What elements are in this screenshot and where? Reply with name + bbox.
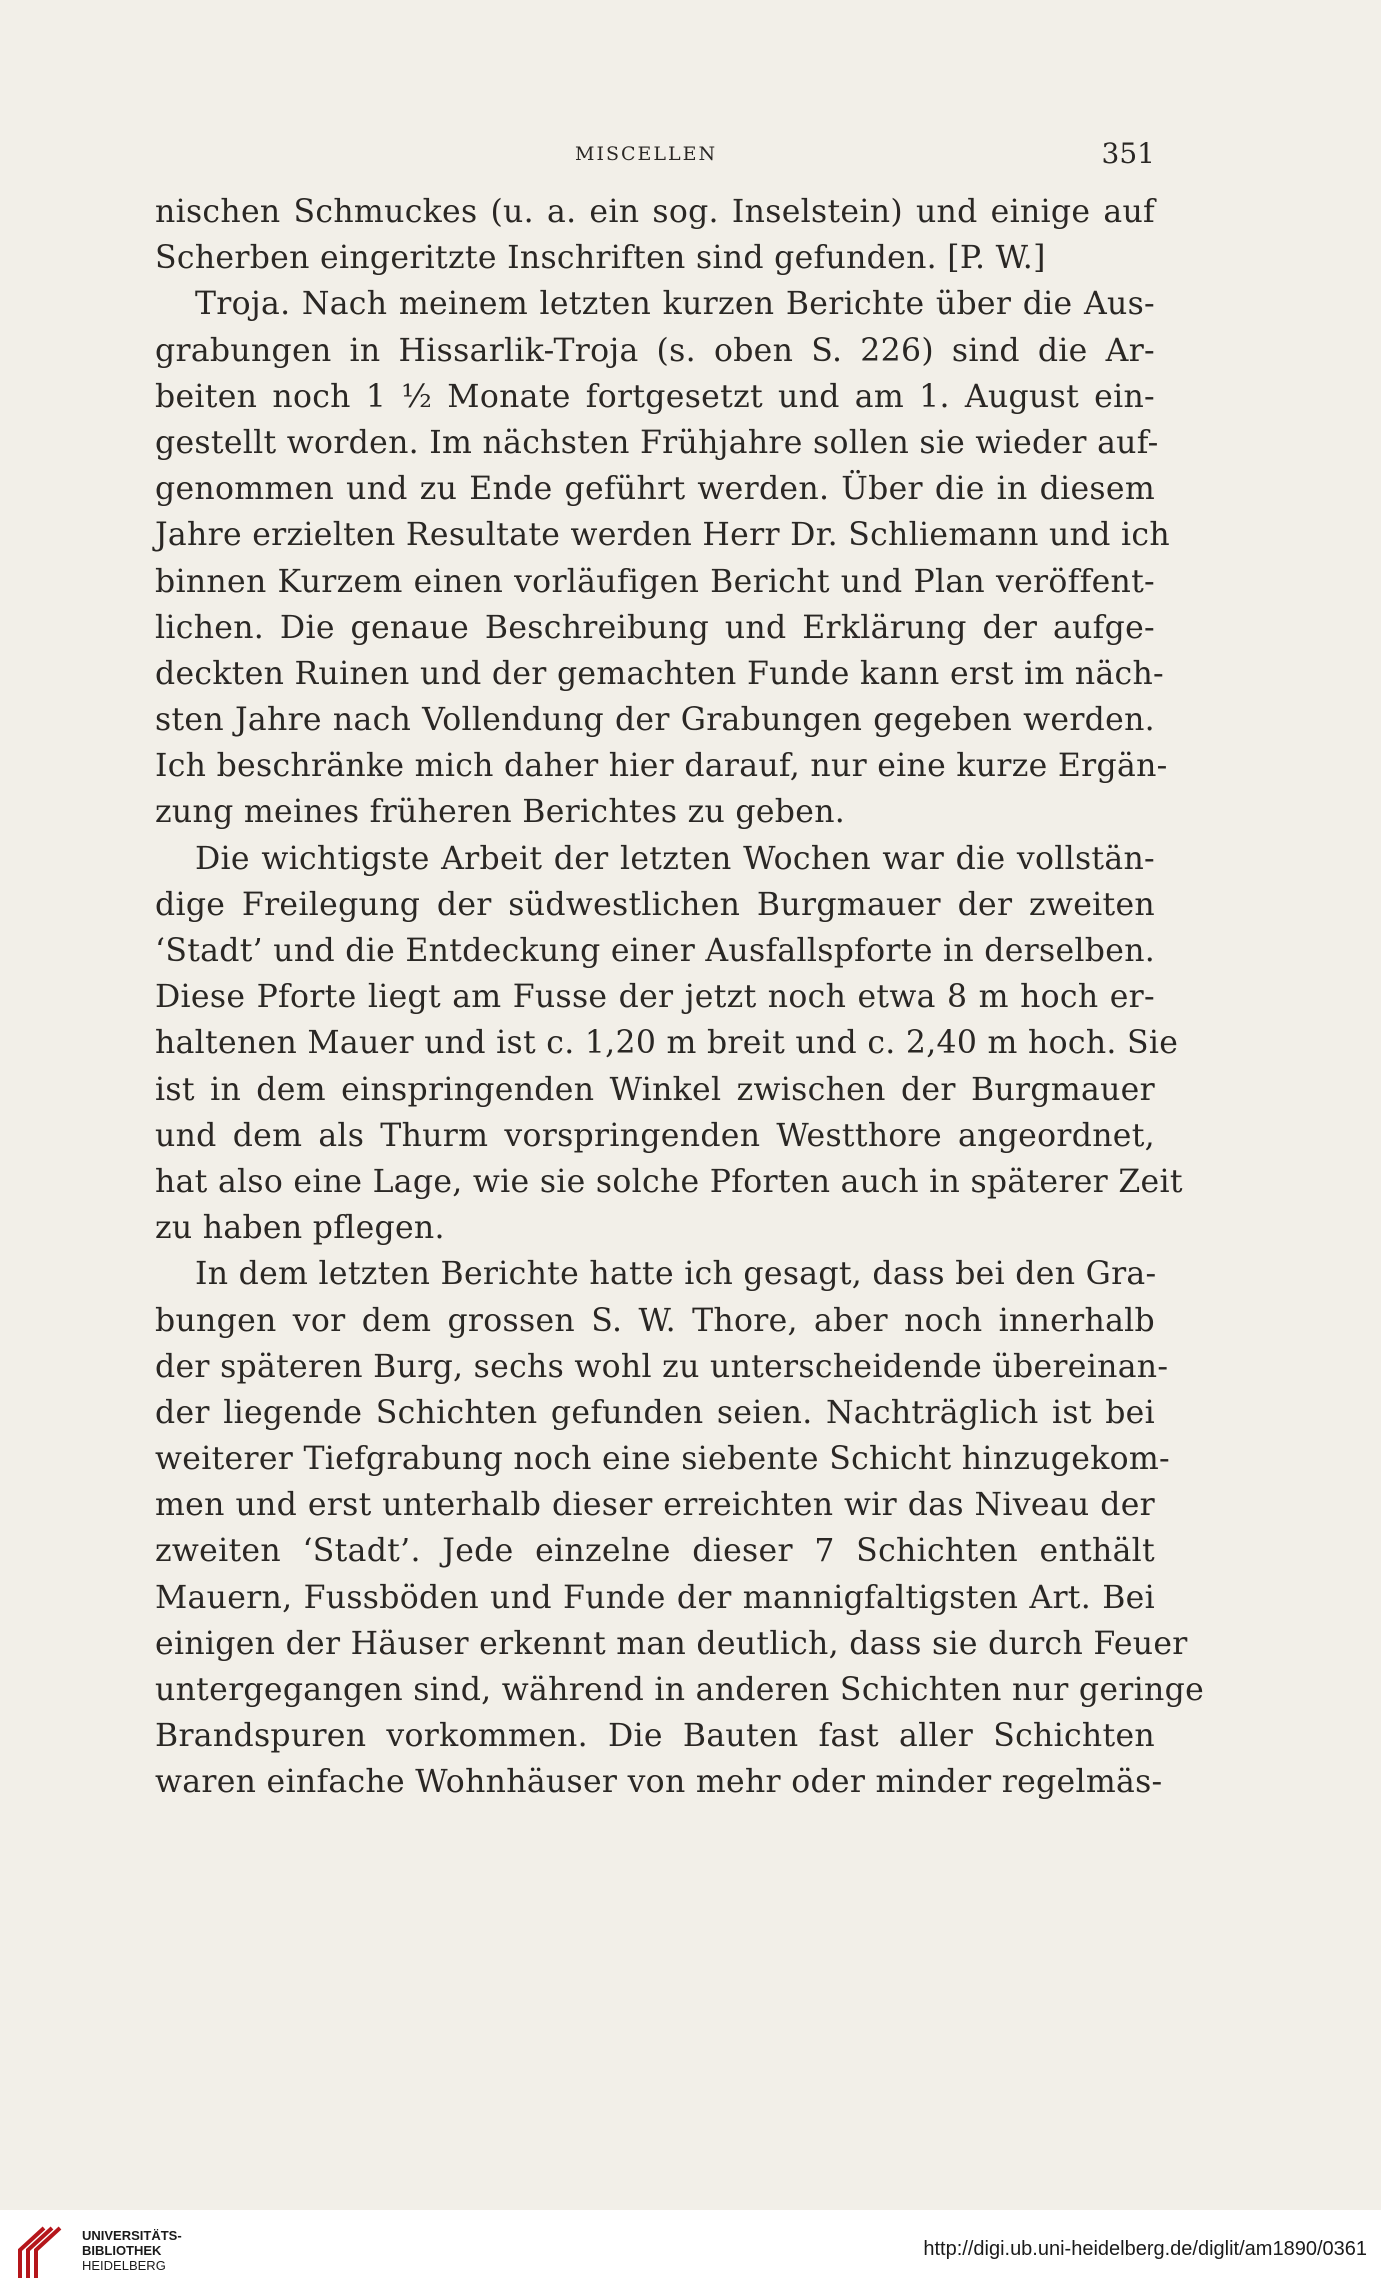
- text-line: gestellt worden. Im nächsten Frühjahre sollen sie wieder auf-: [155, 424, 1159, 461]
- text-line: zu haben pflegen.: [155, 1210, 445, 1247]
- digitization-footer: [0, 2210, 1381, 2289]
- text-line: grabungen in Hissarlik-Troja (s. oben S. 226) sind die Ar-: [155, 332, 1155, 369]
- text-line: genommen und zu Ende geführt werden. Über die in diesem: [155, 471, 1155, 508]
- text-line: waren einfache Wohnhäuser von mehr oder minder regelmäs-: [155, 1764, 1163, 1801]
- source-url-link[interactable]: http://digi.ub.uni-heidelberg.de/diglit/am1890/0361: [923, 2238, 1367, 2260]
- text-line: lichen. Die genaue Beschreibung und Erklärung der aufge-: [155, 609, 1155, 646]
- library-line: BIBLIOTHEK: [82, 2243, 162, 2258]
- library-line: HEIDELBERG: [82, 2258, 166, 2273]
- text-line: nischen Schmuckes (u. a. ein sog. Inselstein) und einige auf: [155, 194, 1155, 230]
- text-line: haltenen Mauer und ist c. 1,20 m breit und c. 2,40 m hoch. Sie: [155, 1025, 1179, 1062]
- text-line: beiten noch 1 ½ Monate fortgesetzt und am 1. August ein-: [155, 378, 1155, 415]
- text-line: hat also eine Lage, wie sie solche Pforten auch in späterer Zeit: [155, 1163, 1183, 1200]
- text-line: Scherben eingeritzte Inschriften sind gefunden. [P. W.]: [155, 240, 1046, 277]
- text-line: bungen vor dem grossen S. W. Thore, aber noch innerhalb: [155, 1302, 1155, 1339]
- body-text: [155, 189, 1205, 1806]
- library-line: UNIVERSITÄTS-: [82, 2228, 182, 2243]
- text-line: Jahre erzielten Resultate werden Herr Dr. Schliemann und ich: [155, 517, 1170, 554]
- text-line: ist in dem einspringenden Winkel zwischen der Burgmauer: [155, 1071, 1155, 1108]
- text-line: zweiten ‘Stadt’. Jede einzelne dieser 7 Schichten enthält: [155, 1533, 1155, 1570]
- text-line: der liegende Schichten gefunden seien. Nachträglich ist bei: [155, 1394, 1155, 1431]
- text-line: sten Jahre nach Vollendung der Grabungen gegeben werden.: [155, 702, 1155, 739]
- text-line: ‘Stadt’ und die Entdeckung einer Ausfallspforte in derselben.: [155, 933, 1156, 969]
- text-line: untergegangen sind, während in anderen Schichten nur geringe: [155, 1672, 1205, 1708]
- text-line: und dem als Thurm vorspringenden Westthore angeordnet,: [155, 1117, 1155, 1154]
- text-line: zung meines früheren Berichtes zu geben.: [155, 794, 846, 831]
- text-line: einigen der Häuser erkennt man deutlich, dass sie durch Feuer: [155, 1625, 1188, 1662]
- text-line: dige Freilegung der südwestlichen Burgmauer der zweiten: [155, 886, 1155, 923]
- text-line: men und erst unterhalb dieser erreichten wir das Niveau der: [155, 1487, 1155, 1524]
- text-line: Ich beschränke mich daher hier darauf, nur eine kurze Ergän-: [155, 748, 1168, 785]
- library-logo-icon: [14, 2224, 76, 2282]
- running-head: [155, 137, 1155, 173]
- text-line: Diese Pforte liegt am Fusse der jetzt noch etwa 8 m hoch er-: [155, 979, 1155, 1016]
- text-line: Brandspuren vorkommen. Die Bauten fast aller Schichten: [155, 1718, 1155, 1755]
- text-line: Die wichtigste Arbeit der letzten Wochen war die vollstän-: [195, 840, 1155, 877]
- running-head-title: MISCELLEN: [575, 143, 718, 165]
- text-line: der späteren Burg, sechs wohl zu unterscheidende übereinan-: [155, 1348, 1169, 1385]
- text-line: In dem letzten Berichte hatte ich gesagt, dass bei den Gra-: [195, 1256, 1157, 1293]
- library-name: [82, 2228, 182, 2273]
- text-line: deckten Ruinen und der gemachten Funde kann erst im näch-: [155, 655, 1164, 692]
- text-line: Mauern, Fussböden und Funde der mannigfaltigsten Art. Bei: [155, 1579, 1155, 1616]
- page-number: 351: [1101, 137, 1155, 170]
- text-line: Troja. Nach meinem letzten kurzen Berichte über die Aus-: [195, 286, 1155, 323]
- text-line: binnen Kurzem einen vorläufigen Bericht und Plan veröffent-: [155, 563, 1155, 600]
- text-line: weiterer Tiefgrabung noch eine siebente Schicht hinzugekom-: [155, 1441, 1170, 1478]
